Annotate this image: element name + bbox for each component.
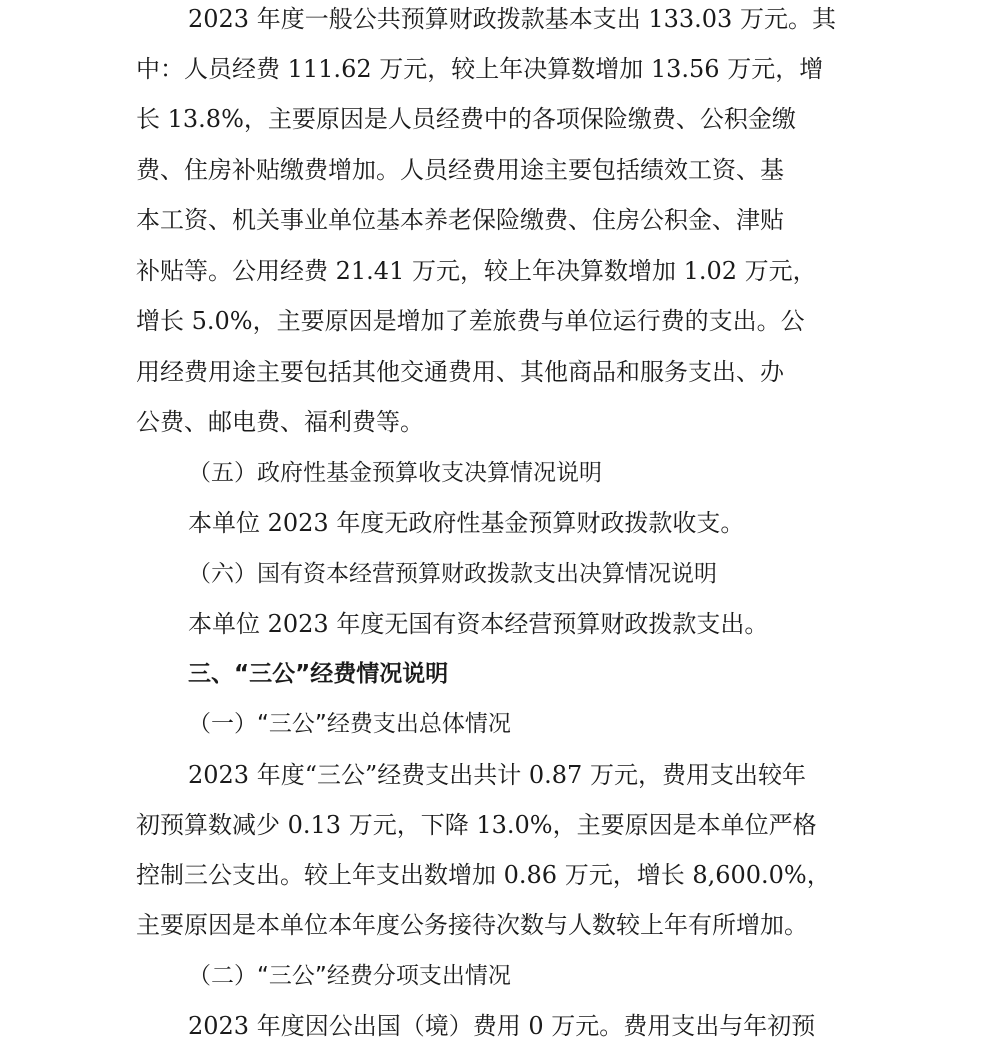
- section-6-body: 本单位 2023 年度无国有资本经营预算财政拨款支出。: [188, 610, 769, 638]
- section-6-title: （六）国有资本经营预算财政拨款支出决算情况说明: [188, 561, 717, 587]
- paragraph-line: 主要原因是本单位本年度公务接待次数与人数较上年有所增加。: [136, 911, 808, 939]
- paragraph-line: 增长 5.0%，主要原因是增加了差旅费与单位运行费的支出。公: [136, 307, 805, 335]
- paragraph-line: 2023 年度因公出国（境）费用 0 万元。费用支出与年初预: [188, 1012, 816, 1040]
- paragraph-line: 公费、邮电费、福利费等。: [136, 408, 424, 436]
- subsection-1-title: （一）“三公”经费支出总体情况: [188, 711, 511, 737]
- section-3-heading: 三、“三公”经费情况说明: [188, 661, 449, 687]
- paragraph-line: 长 13.8%，主要原因是人员经费中的各项保险缴费、公积金缴: [136, 105, 796, 133]
- section-5-title: （五）政府性基金预算收支决算情况说明: [188, 460, 602, 486]
- paragraph-line: 控制三公支出。较上年支出数增加 0.86 万元，增长 8,600.0%，: [136, 861, 831, 889]
- paragraph-line: 用经费用途主要包括其他交通费用、其他商品和服务支出、办: [136, 358, 784, 386]
- paragraph-line: 中：人员经费 111.62 万元，较上年决算数增加 13.56 万元，增: [136, 55, 824, 83]
- paragraph-line: 补贴等。公用经费 21.41 万元，较上年决算数增加 1.02 万元，: [136, 257, 817, 285]
- paragraph-line: 2023 年度“三公”经费支出共计 0.87 万元，费用支出较年: [188, 761, 806, 789]
- subsection-2-title: （二）“三公”经费分项支出情况: [188, 963, 511, 989]
- paragraph-line: 初预算数减少 0.13 万元，下降 13.0%，主要原因是本单位严格: [136, 811, 817, 839]
- paragraph-line: 2023 年度一般公共预算财政拨款基本支出 133.03 万元。其: [188, 5, 836, 33]
- paragraph-line: 费、住房补贴缴费增加。人员经费用途主要包括绩效工资、基: [136, 156, 784, 184]
- section-5-body: 本单位 2023 年度无政府性基金预算财政拨款收支。: [188, 509, 745, 537]
- paragraph-line: 本工资、机关事业单位基本养老保险缴费、住房公积金、津贴: [136, 206, 784, 234]
